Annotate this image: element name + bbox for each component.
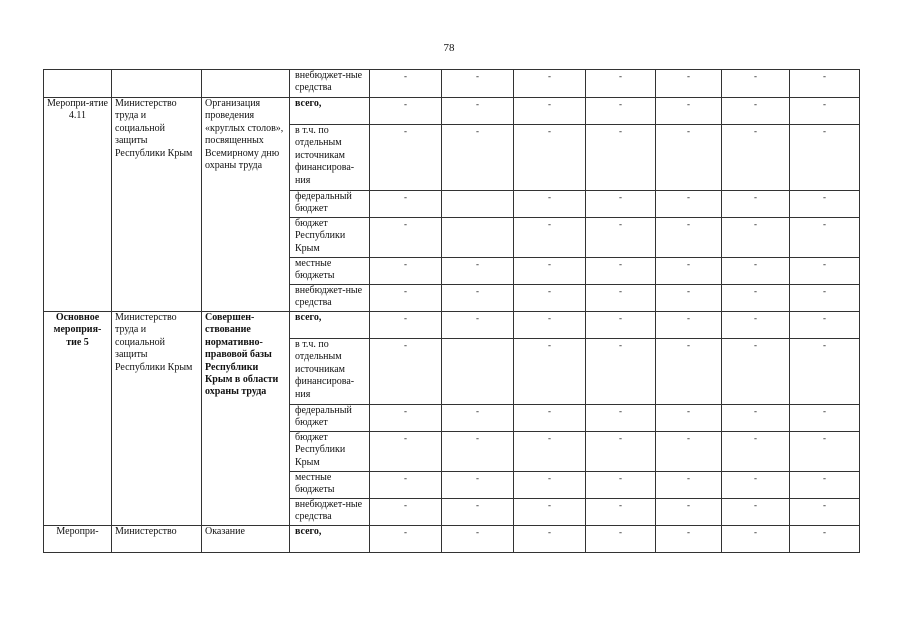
executor-cell: Министерство bbox=[112, 526, 202, 553]
value-cell: - bbox=[514, 98, 586, 125]
measure-cell: Меропри- bbox=[44, 526, 112, 553]
executor-cell: Министерство труда и социальной защиты Республики Крым bbox=[112, 312, 202, 526]
value-cell: - bbox=[790, 405, 860, 432]
activity-cell bbox=[202, 70, 290, 98]
value-cell: - bbox=[514, 499, 586, 526]
activity-cell: Совершен-ствование нормативно-правовой базы Республики Крым в области охраны труда bbox=[202, 312, 290, 526]
page-number: 78 bbox=[443, 42, 455, 54]
value-cell: - bbox=[514, 339, 586, 405]
value-cell: - bbox=[442, 98, 514, 125]
funding-source-cell: местные бюджеты bbox=[290, 258, 370, 285]
executor-cell: Министерство труда и социальной защиты Республики Крым bbox=[112, 98, 202, 312]
value-cell: - bbox=[442, 432, 514, 472]
value-cell: - bbox=[514, 218, 586, 258]
value-cell: - bbox=[656, 70, 722, 98]
value-cell: - bbox=[586, 191, 656, 218]
table-row bbox=[44, 70, 860, 98]
value-cell: - bbox=[790, 70, 860, 98]
measure-cell: Основное мероприя-тие 5 bbox=[44, 312, 112, 526]
value-cell: - bbox=[656, 285, 722, 312]
executor-cell bbox=[112, 70, 202, 98]
value-cell: - bbox=[656, 312, 722, 339]
value-cell: - bbox=[370, 312, 442, 339]
value-cell: - bbox=[656, 405, 722, 432]
value-cell: - bbox=[722, 472, 790, 499]
value-cell: - bbox=[586, 526, 656, 553]
funding-source-cell: внебюджет-ные средства bbox=[290, 499, 370, 526]
value-cell: - bbox=[442, 405, 514, 432]
value-cell: - bbox=[442, 472, 514, 499]
value-cell bbox=[442, 218, 514, 258]
value-cell: - bbox=[442, 499, 514, 526]
value-cell: - bbox=[442, 258, 514, 285]
value-cell: - bbox=[514, 285, 586, 312]
value-cell: - bbox=[370, 405, 442, 432]
value-cell: - bbox=[790, 125, 860, 191]
value-cell: - bbox=[586, 125, 656, 191]
funding-source-cell: всего, bbox=[290, 526, 370, 553]
value-cell: - bbox=[370, 499, 442, 526]
value-cell: - bbox=[656, 125, 722, 191]
value-cell: - bbox=[442, 125, 514, 191]
value-cell: - bbox=[370, 218, 442, 258]
value-cell: - bbox=[722, 191, 790, 218]
table-body bbox=[44, 70, 860, 553]
value-cell: - bbox=[442, 285, 514, 312]
value-cell: - bbox=[790, 98, 860, 125]
value-cell: - bbox=[722, 258, 790, 285]
value-cell: - bbox=[370, 70, 442, 98]
value-cell: - bbox=[790, 432, 860, 472]
funding-source-cell: федеральный бюджет bbox=[290, 191, 370, 218]
value-cell: - bbox=[722, 499, 790, 526]
value-cell: - bbox=[586, 472, 656, 499]
value-cell: - bbox=[790, 339, 860, 405]
value-cell: - bbox=[722, 526, 790, 553]
value-cell: - bbox=[586, 218, 656, 258]
value-cell: - bbox=[790, 191, 860, 218]
value-cell: - bbox=[790, 285, 860, 312]
value-cell: - bbox=[790, 499, 860, 526]
activity-cell: Оказание bbox=[202, 526, 290, 553]
activity-cell: Организация проведения «круглых столов», посвященных Всемирному дню охраны труда bbox=[202, 98, 290, 312]
value-cell: - bbox=[722, 405, 790, 432]
value-cell: - bbox=[370, 125, 442, 191]
value-cell bbox=[442, 339, 514, 405]
value-cell: - bbox=[656, 339, 722, 405]
value-cell: - bbox=[370, 285, 442, 312]
value-cell: - bbox=[514, 472, 586, 499]
value-cell: - bbox=[586, 312, 656, 339]
value-cell: - bbox=[722, 98, 790, 125]
value-cell: - bbox=[514, 258, 586, 285]
value-cell: - bbox=[722, 218, 790, 258]
value-cell: - bbox=[370, 432, 442, 472]
funding-source-cell: в т.ч. по отдельным источникам финансирова-ния bbox=[290, 125, 370, 191]
value-cell: - bbox=[790, 472, 860, 499]
value-cell: - bbox=[514, 312, 586, 339]
value-cell: - bbox=[370, 472, 442, 499]
financing-table bbox=[43, 69, 860, 553]
value-cell: - bbox=[586, 339, 656, 405]
value-cell: - bbox=[586, 70, 656, 98]
value-cell: - bbox=[370, 98, 442, 125]
value-cell: - bbox=[656, 218, 722, 258]
funding-source-cell: федеральный бюджет bbox=[290, 405, 370, 432]
value-cell: - bbox=[656, 258, 722, 285]
table-row bbox=[44, 312, 860, 339]
funding-source-cell: внебюджет-ные средства bbox=[290, 285, 370, 312]
table-row bbox=[44, 98, 860, 125]
value-cell: - bbox=[656, 191, 722, 218]
value-cell: - bbox=[370, 258, 442, 285]
value-cell: - bbox=[722, 70, 790, 98]
value-cell: - bbox=[370, 339, 442, 405]
funding-source-cell: внебюджет-ные средства bbox=[290, 70, 370, 98]
value-cell: - bbox=[586, 258, 656, 285]
funding-source-cell: бюджет Республики Крым bbox=[290, 432, 370, 472]
value-cell: - bbox=[790, 526, 860, 553]
value-cell bbox=[442, 191, 514, 218]
value-cell: - bbox=[586, 405, 656, 432]
value-cell: - bbox=[370, 526, 442, 553]
funding-source-cell: всего, bbox=[290, 312, 370, 339]
measure-cell: Меропри-ятие 4.11 bbox=[44, 98, 112, 312]
value-cell: - bbox=[722, 312, 790, 339]
value-cell: - bbox=[656, 98, 722, 125]
value-cell: - bbox=[586, 499, 656, 526]
value-cell: - bbox=[656, 526, 722, 553]
measure-cell bbox=[44, 70, 112, 98]
value-cell: - bbox=[656, 432, 722, 472]
value-cell: - bbox=[442, 70, 514, 98]
funding-source-cell: всего, bbox=[290, 98, 370, 125]
value-cell: - bbox=[790, 258, 860, 285]
table-row bbox=[44, 526, 860, 553]
value-cell: - bbox=[790, 218, 860, 258]
funding-source-cell: местные бюджеты bbox=[290, 472, 370, 499]
funding-source-cell: бюджет Республики Крым bbox=[290, 218, 370, 258]
value-cell: - bbox=[722, 285, 790, 312]
value-cell: - bbox=[514, 191, 586, 218]
value-cell: - bbox=[722, 125, 790, 191]
value-cell: - bbox=[442, 526, 514, 553]
value-cell: - bbox=[442, 312, 514, 339]
value-cell: - bbox=[514, 432, 586, 472]
value-cell: - bbox=[514, 70, 586, 98]
funding-source-cell: в т.ч. по отдельным источникам финансирова-ния bbox=[290, 339, 370, 405]
value-cell: - bbox=[656, 499, 722, 526]
value-cell: - bbox=[790, 312, 860, 339]
value-cell: - bbox=[514, 526, 586, 553]
value-cell: - bbox=[370, 191, 442, 218]
value-cell: - bbox=[514, 125, 586, 191]
value-cell: - bbox=[586, 432, 656, 472]
value-cell: - bbox=[656, 472, 722, 499]
value-cell: - bbox=[586, 285, 656, 312]
value-cell: - bbox=[722, 432, 790, 472]
value-cell: - bbox=[514, 405, 586, 432]
value-cell: - bbox=[722, 339, 790, 405]
value-cell: - bbox=[586, 98, 656, 125]
